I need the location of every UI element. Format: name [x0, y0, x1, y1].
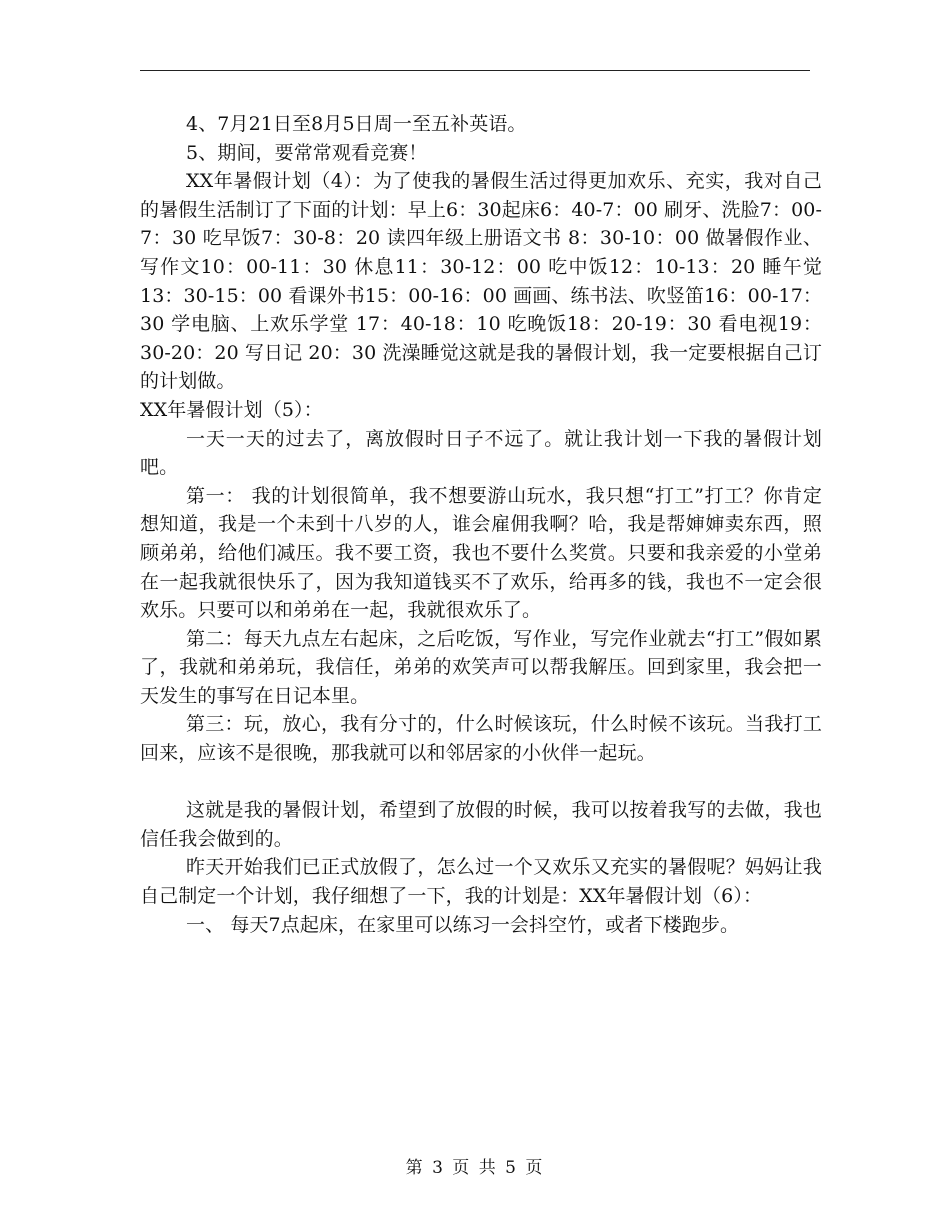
paragraph: 这就是我的暑假计划，希望到了放假的时候，我可以按着我写的去做，我也信任我会做到的。 [140, 799, 822, 850]
paragraph: 4、7月21日至8月5日周一至五补英语。 [186, 113, 527, 135]
blank-line [140, 768, 822, 797]
page-number-footer: 第 3 页 共 5 页 [405, 1158, 545, 1178]
paragraph-heading: XX年暑假计划（5）： [140, 398, 323, 421]
paragraph: 第一： 我的计划很简单，我不想要游山玩水，我只想“打工”打工？你肯定想知道，我是一个未到十八岁的人，谁会雇佣我啊？哈，我是帮婶婶卖东西，照顾弟弟，给他们减压。我不要工资，我也不要什么奖赏。只要和我亲爱的小堂弟在一起我就很快乐了，因为我知道钱买不了欢乐，给再多的钱，我也不一定会很欢乐。只要可以和弟弟在一起，我就很欢乐了。 [140, 484, 822, 622]
paragraph: 5、期间，要常常观看竞赛！ [186, 141, 428, 164]
paragraph: 第三：玩，放心，我有分寸的，什么时候该玩，什么时候不该玩。当我打工回来，应该不是很晚，那我就可以和邻居家的小伙伴一起玩。 [140, 713, 822, 765]
header-rule [140, 70, 810, 71]
paragraph: 一天一天的过去了，离放假时日子不远了。就让我计划一下我的暑假计划吧。 [140, 427, 822, 479]
paragraph: 第二：每天九点左右起床，之后吃饭，写作业，写完作业就去“打工”假如累了，我就和弟弟玩，我信任，弟弟的欢笑声可以帮我解压。回到家里，我会把一天发生的事写在日记本里。 [140, 627, 822, 707]
paragraph: 一、 每天7点起床，在家里可以练习一会抖空竹，或者下楼跑步。 [186, 913, 740, 936]
body-text [140, 110, 822, 939]
paragraph: 昨天开始我们已正式放假了，怎么过一个又欢乐又充实的暑假呢？妈妈让我自己制定一个计划，我仔细想了一下，我的计划是：XX年暑假计划（6）： [140, 856, 822, 908]
paragraph: XX年暑假计划（4）：为了使我的暑假生活过得更加欢乐、充实，我对自己的暑假生活制订了下面的计划：早上6：30起床6：40-7：00 刷牙、洗脸7：00-7：30 吃早饭7：30-8：20 读四年级上册语文书 8：30-10：00 做暑假作业、写作文10：00-11：30 休息11：30-12：00 吃中饭12：10-13：20 睡午觉13：30-15：00 看课外书15：00-16：00 画画、练书法、吹竖笛16：00-17：30 学电脑、上欢乐学堂 17：40-18：10 吃晚饭18：20-19：30 看电视19：30-20：20 写日记 20：30 洗澡睡觉这就是我的暑假计划，我一定要根据自己订的计划做。 [140, 170, 822, 393]
